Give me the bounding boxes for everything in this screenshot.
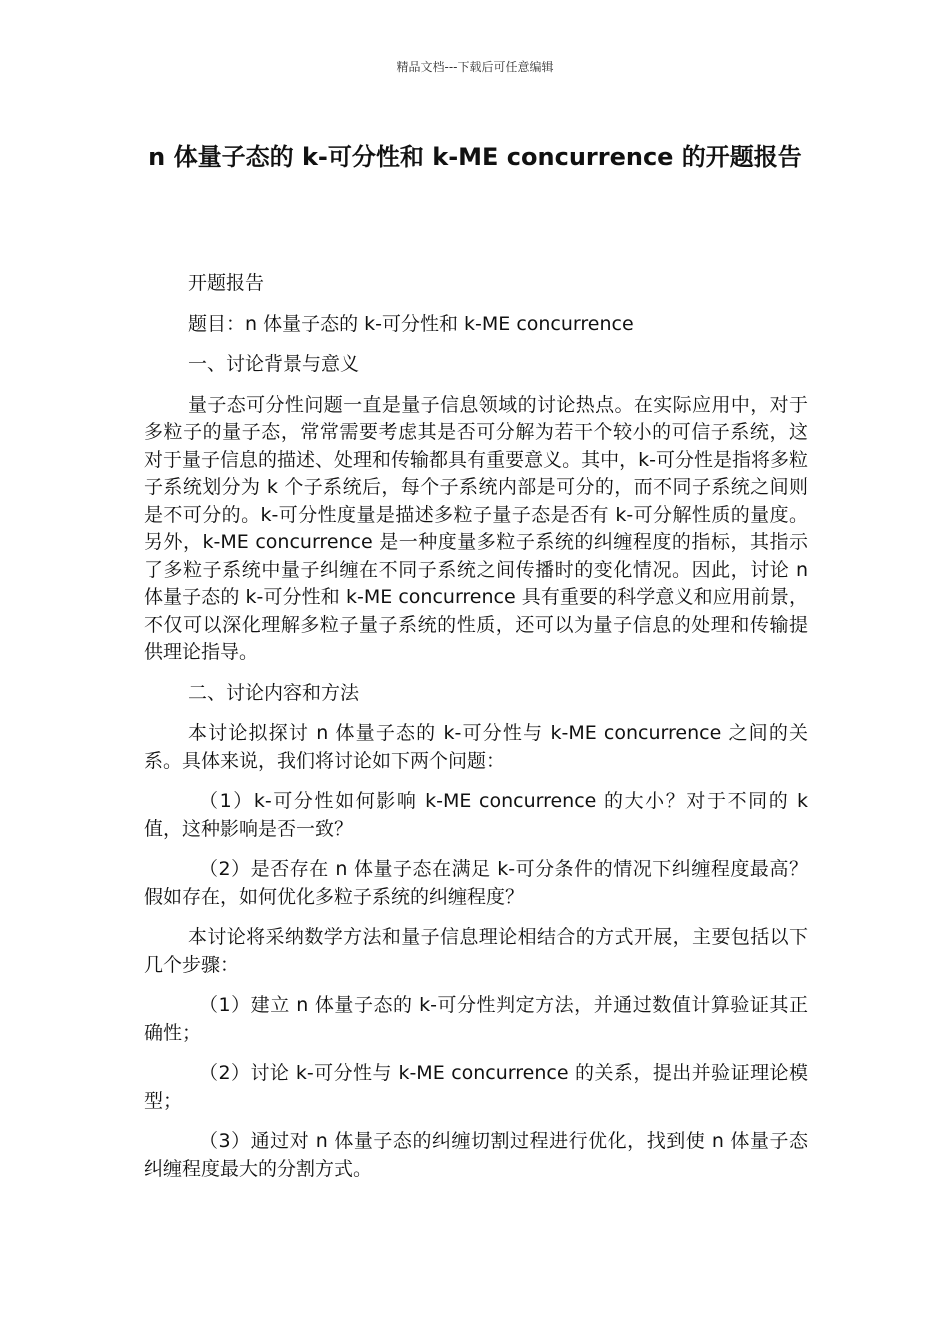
report-topic: 题目：n 体量子态的 k-可分性和 k-ME concurrence <box>188 312 634 335</box>
step-item: （3）通过对 n 体量子态的纠缠切割过程进行优化，找到使 n 体量子态纠缠程度最大的分割方式。 <box>144 1130 808 1180</box>
document-title: n 体量子态的 k-可分性和 k-ME concurrence 的开题报告 <box>148 143 802 171</box>
paragraph-research-intro: 本讨论拟探讨 n 体量子态的 k-可分性与 k-ME concurrence 之间的关系。具体来说，我们将讨论如下两个问题： <box>144 722 808 772</box>
step-item: （2）讨论 k-可分性与 k-ME concurrence 的关系，提出并验证理论模型； <box>144 1062 808 1112</box>
question-item: （1）k-可分性如何影响 k-ME concurrence 的大小？对于不同的 k 值，这种影响是否一致？ <box>144 790 808 840</box>
section-heading-background: 一、讨论背景与意义 <box>188 353 360 375</box>
report-label: 开题报告 <box>188 272 265 294</box>
step-item: （1）建立 n 体量子态的 k-可分性判定方法，并通过数值计算验证其正确性； <box>144 994 808 1044</box>
document-body <box>144 270 808 1196</box>
paragraph-background: 量子态可分性问题一直是量子信息领域的讨论热点。在实际应用中，对于多粒子的量子态，常常需要考虑其是否可分解为若干个较小的可信子系统，这对于量子信息的描述、处理和传输都具有重要意义。其中，k-可分性是指将多粒子系统划分为 k 个子系统后，每个子系统内部是可分的，而不同子系统之间则是不可分的。k-可分性度量是描述多粒子量子态是否有 k-可分解性质的量度。另外，k-ME concurrence 是一种度量多粒子系统的纠缠程度的指标，其指示了多粒子系统中量子纠缠在不同子系统之间传播时的变化情况。因此，讨论 n 体量子态的 k-可分性和 k-ME concurrence 具有重要的科学意义和应用前景，不仅可以深化理解多粒子量子系统的性质，还可以为量子信息的处理和传输提供理论指导。 <box>144 393 808 663</box>
section-heading-methods: 二、讨论内容和方法 <box>188 681 360 704</box>
question-item: （2）是否存在 n 体量子态在满足 k-可分条件的情况下纠缠程度最高？假如存在，如何优化多粒子系统的纠缠程度？ <box>144 858 808 908</box>
page-header: 精品文档---下载后可任意编辑 <box>396 60 554 74</box>
paragraph-methods-intro: 本讨论将采纳数学方法和量子信息理论相结合的方式开展，主要包括以下几个步骤： <box>144 926 808 976</box>
